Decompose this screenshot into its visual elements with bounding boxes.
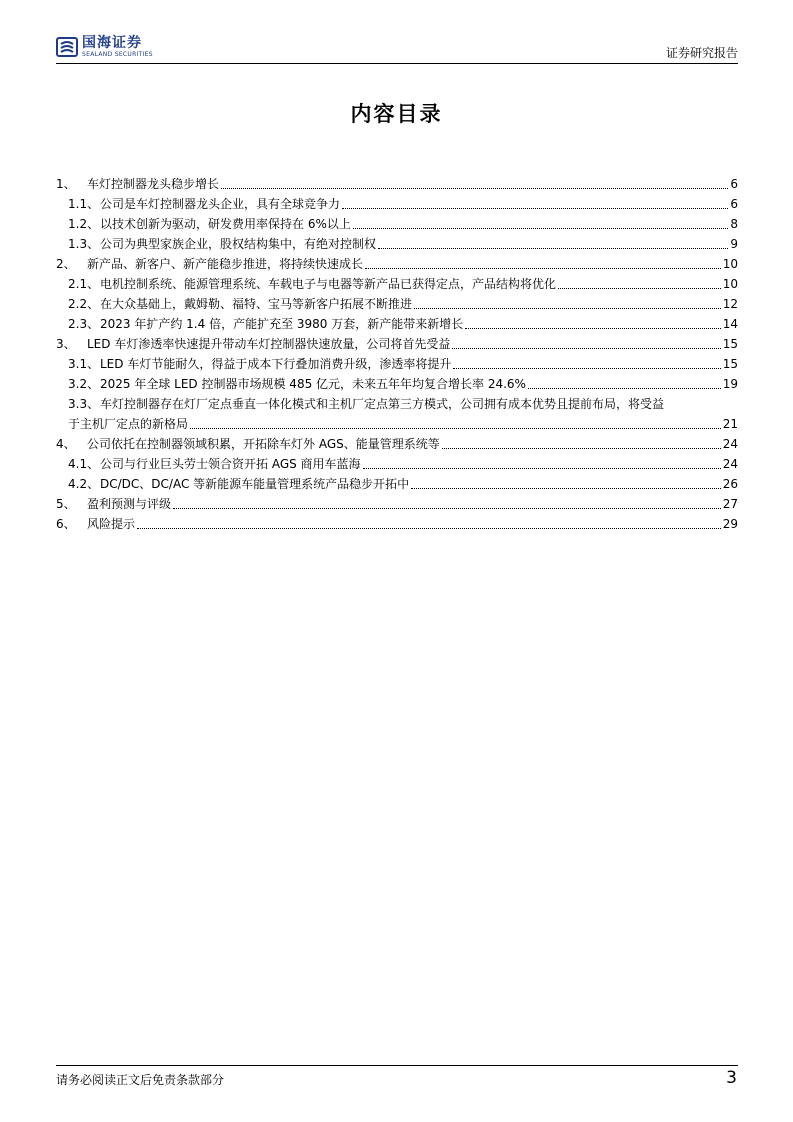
toc-page-number: 15 bbox=[722, 357, 738, 371]
toc-label: 公司为典型家族企业，股权结构集中，有绝对控制权 bbox=[100, 237, 377, 251]
toc-page-number: 24 bbox=[722, 457, 738, 471]
toc-dot-leader bbox=[452, 348, 720, 349]
toc-dot-leader bbox=[465, 328, 720, 329]
toc-entry[interactable] bbox=[56, 274, 738, 294]
toc-page-number: 26 bbox=[722, 477, 738, 491]
page-number: 3 bbox=[726, 1068, 737, 1088]
toc-number: 4、 bbox=[56, 437, 76, 451]
toc-entry[interactable] bbox=[56, 354, 738, 374]
toc-label: DC/DC、DC/AC 等新能源车能量管理系统产品稳步开拓中 bbox=[100, 477, 410, 491]
toc-entry[interactable] bbox=[56, 494, 738, 514]
toc-label: 车灯控制器存在灯厂定点垂直一体化模式和主机厂定点第三方模式，公司拥有成本优势且提前布局，将受益 bbox=[100, 397, 665, 411]
toc-number: 4.1、 bbox=[68, 457, 100, 471]
toc-number: 1.3、 bbox=[68, 237, 100, 251]
report-type-label: 证券研究报告 bbox=[665, 46, 738, 60]
toc-page-number: 10 bbox=[722, 257, 738, 271]
toc-label: 公司是车灯控制器龙头企业，具有全球竞争力 bbox=[100, 197, 341, 211]
toc-label: 车灯控制器龙头稳步增长 bbox=[87, 177, 220, 191]
toc-dot-leader bbox=[453, 368, 720, 369]
toc-page-number: 24 bbox=[722, 437, 738, 451]
toc-number: 2.2、 bbox=[68, 297, 100, 311]
toc-label: 2025 年全球 LED 控制器市场规模 485 亿元，未来五年年均复合增长率 24.6% bbox=[100, 377, 526, 391]
toc-label: 2023 年扩产约 1.4 倍，产能扩充至 3980 万套，新产能带来新增长 bbox=[100, 317, 464, 331]
toc-page-number: 8 bbox=[730, 217, 738, 231]
toc-page-number: 27 bbox=[722, 497, 738, 511]
toc-page-number: 9 bbox=[730, 237, 738, 251]
toc-dot-leader bbox=[442, 448, 721, 449]
toc-entry[interactable] bbox=[56, 194, 738, 214]
toc-dot-leader bbox=[558, 288, 721, 289]
toc-label: 风险提示 bbox=[87, 517, 136, 531]
toc-page-number: 19 bbox=[722, 377, 738, 391]
toc-page-number: 10 bbox=[722, 277, 738, 291]
toc-entry[interactable] bbox=[56, 514, 738, 534]
logo-name-cn: 国海证券 bbox=[82, 35, 142, 51]
toc-entry[interactable] bbox=[56, 294, 738, 314]
toc-entry[interactable] bbox=[56, 234, 738, 254]
toc-label: 公司依托在控制器领域积累，开拓除车灯外 AGS、能量管理系统等 bbox=[87, 437, 440, 451]
toc-dot-leader bbox=[353, 228, 729, 229]
toc-label: 公司与行业巨头劳士领合资开拓 AGS 商用车蓝海 bbox=[100, 457, 361, 471]
toc-page-number: 15 bbox=[722, 337, 738, 351]
toc-entry[interactable] bbox=[56, 434, 738, 454]
toc-number: 4.2、 bbox=[68, 477, 100, 491]
toc-entry[interactable] bbox=[56, 214, 738, 234]
toc-number: 1.2、 bbox=[68, 217, 100, 231]
footer-divider bbox=[56, 1065, 738, 1066]
toc-label: 新产品、新客户、新产能稳步推进，将持续快速成长 bbox=[87, 257, 364, 271]
toc-label: LED 车灯节能耐久，得益于成本下行叠加消费升级，渗透率将提升 bbox=[100, 357, 452, 371]
toc-number: 3.2、 bbox=[68, 377, 100, 391]
toc-entry[interactable] bbox=[56, 474, 738, 494]
toc-number: 1.1、 bbox=[68, 197, 100, 211]
toc-entry[interactable] bbox=[56, 394, 738, 434]
toc-entry[interactable] bbox=[56, 314, 738, 334]
sealand-logo-icon bbox=[56, 36, 78, 58]
toc-number: 1、 bbox=[56, 177, 76, 191]
logo-name-en: SEALAND SECURITIES bbox=[82, 51, 153, 58]
toc-dot-leader bbox=[221, 188, 728, 189]
toc-number: 2.1、 bbox=[68, 277, 100, 291]
toc-dot-leader bbox=[411, 488, 721, 489]
toc-label: 电机控制系统、能源管理系统、车载电子与电器等新产品已获得定点，产品结构将优化 bbox=[100, 277, 557, 291]
toc-page-number: 29 bbox=[722, 517, 738, 531]
toc-page-number: 6 bbox=[730, 177, 738, 191]
toc-entry[interactable] bbox=[56, 374, 738, 394]
page-title: 内容目录 bbox=[350, 102, 443, 126]
toc-dot-leader bbox=[137, 528, 721, 529]
toc-label: LED 车灯渗透率快速提升带动车灯控制器快速放量，公司将首先受益 bbox=[87, 337, 451, 351]
toc-label: 在大众基础上，戴姆勒、福特、宝马等新客户拓展不断推进 bbox=[100, 297, 413, 311]
toc-dot-leader bbox=[414, 308, 721, 309]
toc-dot-leader bbox=[363, 468, 721, 469]
toc-label-continued: 于主机厂定点的新格局 bbox=[68, 417, 189, 431]
toc-entry[interactable] bbox=[56, 454, 738, 474]
toc-entry[interactable] bbox=[56, 334, 738, 354]
toc-number: 6、 bbox=[56, 517, 76, 531]
toc-page-number: 6 bbox=[730, 197, 738, 211]
toc-dot-leader bbox=[365, 268, 721, 269]
toc-entry[interactable] bbox=[56, 254, 738, 274]
company-logo bbox=[56, 36, 153, 58]
toc-dot-leader bbox=[190, 414, 721, 429]
header-divider bbox=[56, 63, 738, 64]
toc-page-number: 21 bbox=[722, 417, 738, 431]
toc-dot-leader bbox=[173, 508, 721, 509]
toc-dot-leader bbox=[378, 248, 728, 249]
toc-number: 5、 bbox=[56, 497, 76, 511]
toc-dot-leader bbox=[528, 388, 721, 389]
page-header bbox=[56, 36, 738, 62]
toc-number: 2、 bbox=[56, 257, 76, 271]
footer-disclaimer: 请务必阅读正文后免责条款部分 bbox=[56, 1073, 225, 1087]
toc-dot-leader bbox=[342, 208, 728, 209]
table-of-contents bbox=[56, 174, 738, 534]
toc-number: 3.1、 bbox=[68, 357, 100, 371]
toc-page-number: 14 bbox=[722, 317, 738, 331]
toc-label: 以技术创新为驱动，研发费用率保持在 6%以上 bbox=[100, 217, 351, 231]
toc-label: 盈利预测与评级 bbox=[87, 497, 172, 511]
toc-number: 2.3、 bbox=[68, 317, 100, 331]
toc-page-number: 12 bbox=[722, 297, 738, 311]
toc-number: 3、 bbox=[56, 337, 76, 351]
toc-number: 3.3、 bbox=[68, 397, 100, 411]
toc-entry[interactable] bbox=[56, 174, 738, 194]
